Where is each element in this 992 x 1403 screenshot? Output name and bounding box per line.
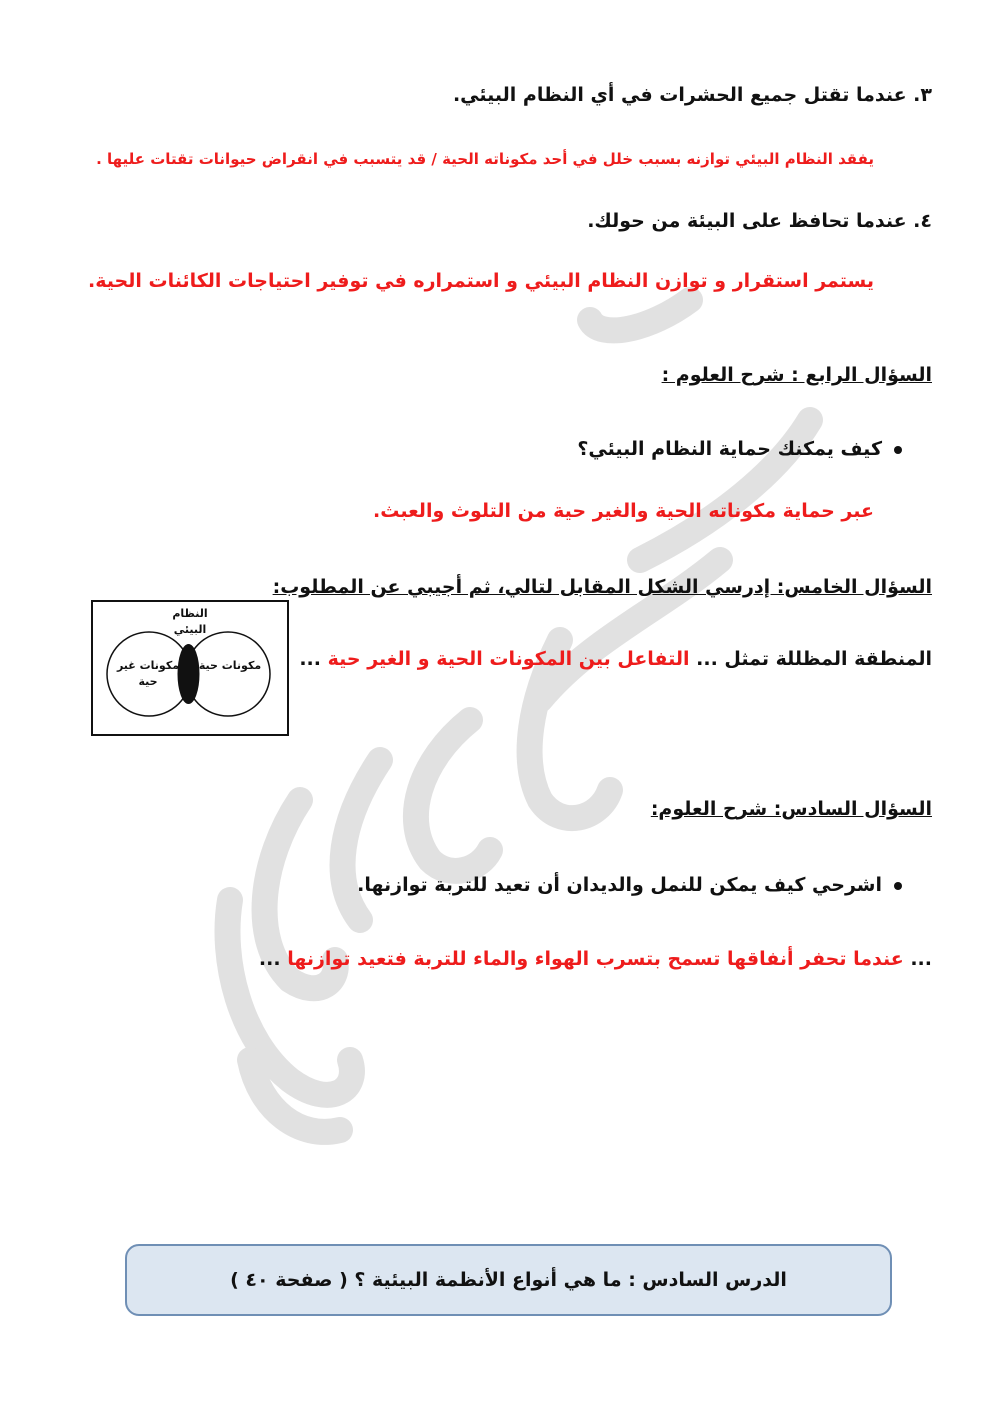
- question-4: ٤. عندما تحافظ على البيئة من حولك.: [587, 210, 932, 232]
- ants-answer: عندما تحفر أنفاقها تسمح بتسرب الهواء والماء للتربة فتعيد توازنها: [287, 948, 904, 970]
- answer-3: يفقد النظام البيئي توازنه بسبب خلل في أحد مكوناته الحية / قد يتسبب في انقراض حيوانات تقتات عليها .: [96, 150, 874, 168]
- ants-answer-line: [259, 948, 932, 970]
- heading-question-5-section: السؤال الخامس: إدرسي الشكل المقابل لتالي، ثم أجيبي عن المطلوب:: [272, 576, 932, 598]
- bullet-question-ants: [357, 874, 902, 896]
- shaded-area-answer: التفاعل بين المكونات الحية و الغير حية: [327, 648, 690, 670]
- shaded-area-trail: ...: [299, 648, 321, 670]
- venn-title: النظام البيئي: [172, 607, 208, 636]
- heading-question-4-section: السؤال الرابع : شرح العلوم :: [661, 364, 932, 386]
- bullet-question-protect: [577, 438, 902, 460]
- ants-answer-lead: ...: [910, 948, 932, 970]
- answer-4: يستمر استقرار و توازن النظام البيئي و استمراره في توفير احتياجات الكائنات الحية.: [88, 270, 874, 292]
- bullet-dot: [894, 446, 902, 454]
- venn-right-label: مكونات حية: [198, 659, 262, 672]
- heading-question-6-section: السؤال السادس: شرح العلوم:: [650, 798, 932, 820]
- answer-protect: عبر حماية مكوناته الحية والغير حية من التلوث والعبث.: [373, 500, 874, 522]
- lesson-title-box: [125, 1244, 892, 1316]
- venn-left-label: مكونات غير حية: [116, 659, 180, 688]
- lesson-title: الدرس السادس : ما هي أنواع الأنظمة البيئية ؟ ( صفحة ٤٠ ): [230, 1269, 787, 1291]
- shaded-area-prompt: المنطقة المظللة تمثل ...: [696, 648, 932, 670]
- question-ants-text: اشرحي كيف يمكن للنمل والديدان أن تعيد للتربة توازنها.: [357, 874, 882, 896]
- shaded-area-line: [299, 648, 932, 670]
- bullet-dot: [894, 882, 902, 890]
- ants-answer-trail: ...: [258, 948, 281, 970]
- venn-diagram: [91, 600, 289, 736]
- question-protect-text: كيف يمكنك حماية النظام البيئي؟: [577, 438, 882, 460]
- question-3: ٣. عندما تقتل جميع الحشرات في أي النظام البيئي.: [452, 84, 932, 106]
